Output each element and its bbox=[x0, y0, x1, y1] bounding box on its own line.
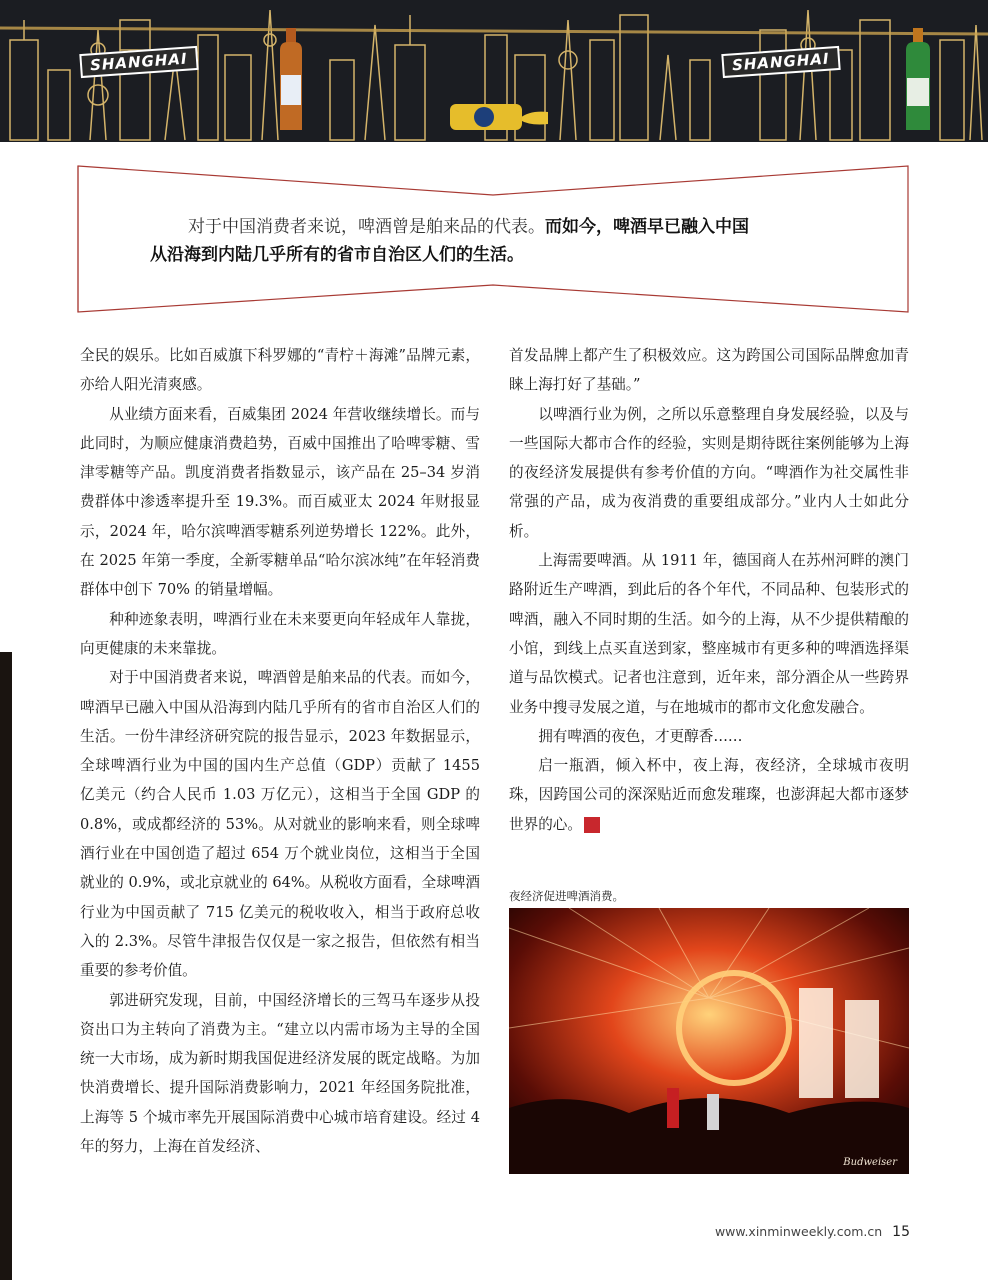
pull-quote-bold-1: 而如今，啤酒早已融入中国 bbox=[545, 217, 749, 237]
photo-caption: 夜经济促进啤酒消费。 bbox=[509, 889, 624, 903]
beer-bottle-center bbox=[450, 104, 548, 130]
paragraph: 首发品牌上都产生了积极效应。这为跨国公司国际品牌愈加青睐上海打好了基础。” bbox=[509, 347, 909, 394]
city-tag-left: SHANGHAI bbox=[79, 46, 198, 78]
website-url: www.xinminweekly.com.cn bbox=[714, 1224, 883, 1239]
pull-quote bbox=[150, 213, 850, 269]
article-column-right bbox=[509, 341, 909, 839]
article-column-left bbox=[80, 341, 480, 1161]
pull-quote-bold-2: 从沿海到内陆几乎所有的省市自治区人们的生活。 bbox=[150, 245, 524, 265]
header-banner bbox=[0, 0, 988, 142]
paragraph: 全民的娱乐。比如百威旗下科罗娜的“青柠＋海滩”品牌元素，亦给人阳光清爽感。 bbox=[80, 347, 480, 394]
city-tag-right: SHANGHAI bbox=[721, 46, 840, 78]
paragraph: 上海需要啤酒。从 1911 年，德国商人在苏州河畔的澳门路附近生产啤酒，到此后的各个年代，不同品种、包装形式的啤酒，融入不同时期的生活。如今的上海，从不少提供精酿的小馆，到线上点买直送到家，整座城市有更多种的啤酒选择渠道与品饮模式。记者也注意到，近年来，部分酒企从一些跨界业务中搜寻发展之道，与在地城市的都市文化愈发融合。 bbox=[509, 552, 909, 716]
beer-bottle-left bbox=[280, 28, 302, 130]
page-footer bbox=[715, 1224, 910, 1240]
paragraph: 启一瓶酒，倾入杯中，夜上海，夜经济，全球城市夜明珠，因跨国公司的深深贴近而愈发璀璨，也澎湃起大都市逐梦世界的心。 bbox=[509, 757, 909, 833]
paragraph: 种种迹象表明，啤酒行业在未来要更向年轻成年人靠拢，向更健康的未来靠拢。 bbox=[80, 610, 480, 657]
page-number: 15 bbox=[892, 1224, 910, 1240]
pull-quote-plain: 对于中国消费者来说，啤酒曾是舶来品的代表。 bbox=[188, 217, 545, 237]
beer-bottle-right bbox=[906, 28, 930, 130]
paragraph: 以啤酒行业为例，之所以乐意整理自身发展经验，以及与一些国际大都市合作的经验，实则是期待既往案例能够为上海的夜经济发展提供有参考价值的方向。“啤酒作为社交属性非常强的产品，成为夜消费的重要组成部分。”业内人士如此分析。 bbox=[509, 405, 909, 540]
paragraph: 对于中国消费者来说，啤酒曾是舶来品的代表。而如今，啤酒早已融入中国从沿海到内陆几乎所有的省市自治区人们的生活。一份牛津经济研究院的报告显示，2023 年数据显示，全球啤酒行业为中国的国内生产总值（GDP）贡献了 1455 亿美元（约合人民币 1.03 万亿元），这相当于全国 GDP 的 0.8%，或成都经济的 53%。从对就业的影响来看，则全球啤酒行业在中国创造了超过 654 万个就业岗位，这相当于全国就业的 0.9%，或北京就业的 64%。从税收方面看，全球啤酒行业为中国贡献了 715 亿美元的税收收入，相当于政府总收入的 2.3%。尽管牛津报告仅仅是一家之报告，但依然有相当重要的参考价值。 bbox=[80, 669, 480, 980]
concert-photo bbox=[509, 908, 909, 1174]
page-edge-strip bbox=[0, 652, 12, 1280]
end-mark-icon: 民 bbox=[584, 817, 600, 833]
paragraph: 郭进研究发现，目前，中国经济增长的三驾马车逐步从投资出口为主转向了消费为主。“建立以内需市场为主导的全国统一大市场，成为新时期我国促进经济发展的既定战略。为加快消费增长、提升国际消费影响力，2021 年经国务院批准，上海等 5 个城市率先开展国际消费中心城市培育建设。经过 4 年的努力，上海在首发经济、 bbox=[80, 991, 480, 1156]
paragraph: 从业绩方面来看，百威集团 2024 年营收继续增长。而与此同时，为顺应健康消费趋势，百威中国推出了哈啤零糖、雪津零糖等产品。凯度消费者指数显示，该产品在 25–34 岁消费群体中渗透率提升至 19.3%。而百威亚太 2024 年财报显示，2024 年，哈尔滨啤酒零糖系列逆势增长 122%。此外，在 2025 年第一季度，全新零糖单品“哈尔滨冰纯”在年轻消费群体中创下 70% 的销量增幅。 bbox=[80, 405, 480, 599]
brand-logo: Budweiser bbox=[843, 1157, 897, 1168]
paragraph: 拥有啤酒的夜色，才更醇香…… bbox=[538, 727, 743, 745]
